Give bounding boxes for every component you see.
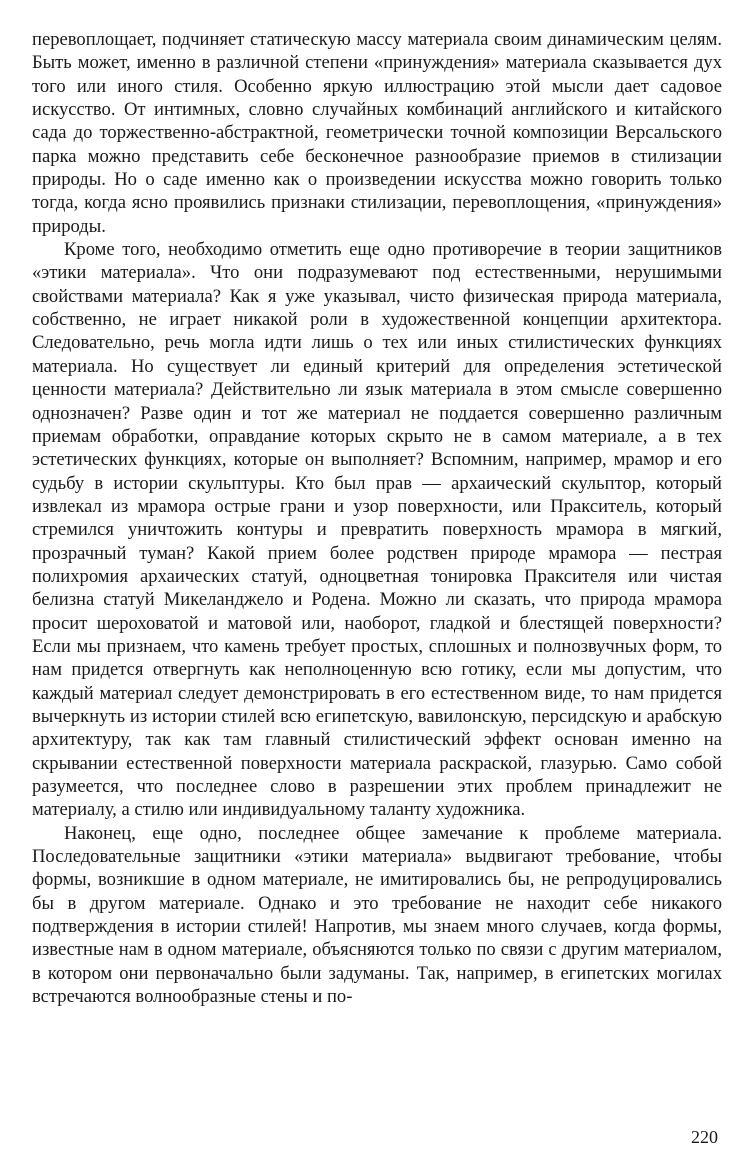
paragraph-3: Наконец, еще одно, последнее общее замечание к проблеме материала. Последовательные защитники «этики материала» выдвигают требование, чтобы формы, возникшие в одном материале, не имитировались бы, не репродуцировались бы в другом материале. Однако и это требование не находит себе никакого подтверждения в истории стилей! Напротив, мы знаем много случаев, когда формы, известные нам в одном материале, объясняются только по связи с другим материалом, в котором они первоначально были задуманы. Так, например, в египетских могилах встречаются волнообразные стены и по- — [32, 822, 722, 1008]
page-number: 220 — [691, 1127, 718, 1147]
paragraph-2: Кроме того, необходимо отметить еще одно противоречие в теории защитников «этики материала». Что они подразумевают под естественными, нерушимыми свойствами материала? Как я уже указывал, чисто физическая природа материала, собственно, не играет никакой роли в художественной концепции архитектора. Следовательно, речь могла идти лишь о тех или иных стилистических функциях материала. Но существует ли единый критерий для определения эстетической ценности материала? Действительно ли язык материала в этом смысле совершенно однозначен? Разве один и тот же материал не поддается совершенно различным приемам обработки, оправдание которых скрыто не в самом материале, а в тех эстетических функциях, которые он выполняет? Вспомним, например, мрамор и его судьбу в истории скульптуры. Кто был прав — архаический скульптор, который извлекал из мрамора острые грани и узор поверхности, или Пракситель, который стремился уничтожить контуры и превратить поверхность мрамора в мягкий, прозрачный туман? Какой прием более родствен природе мрамора — пестрая полихромия архаических статуй, одноцветная тонировка Праксителя или чистая белизна статуй Микеланджело и Родена. Можно ли сказать, что природа мрамора просит шероховатой и матовой или, наоборот, гладкой и блестящей поверхности? Если мы признаем, что камень требует простых, сплошных и полнозвучных форм, то нам придется отвергнуть как неполноценную всю готику, если мы допустим, что каждый материал следует демонстрировать в его естественном виде, то нам придется вычеркнуть из истории стилей всю египетскую, вавилонскую, персидскую и арабскую архитектуру, так как там главный стилистический эффект основан именно на скрывании естественной поверхности материала раскраской, глазурью. Само собой разумеется, что последнее слово в разрешении этих проблем принадлежит не материалу, а стилю или индивидуальному таланту художника. — [32, 239, 722, 821]
page-text — [32, 28, 722, 1008]
paragraph-1: перевоплощает, подчиняет статическую массу материала своим динамическим целям. Быть может, именно в различной степени «принуждения» материала сказывается дух того или иного стиля. Особенно яркую иллюстрацию этой мысли дает садовое искусство. От интимных, словно случайных комбинаций английского и китайского сада до торжественно-абстрактной, геометрически точной композиции Версальского парка можно представить себе бесконечное разнообразие приемов в стилизации природы. Но о саде именно как о произведении искусства можно говорить только тогда, когда ясно проявились признаки стилизации, перевоплощения, «принуждения» природы. — [32, 29, 722, 237]
